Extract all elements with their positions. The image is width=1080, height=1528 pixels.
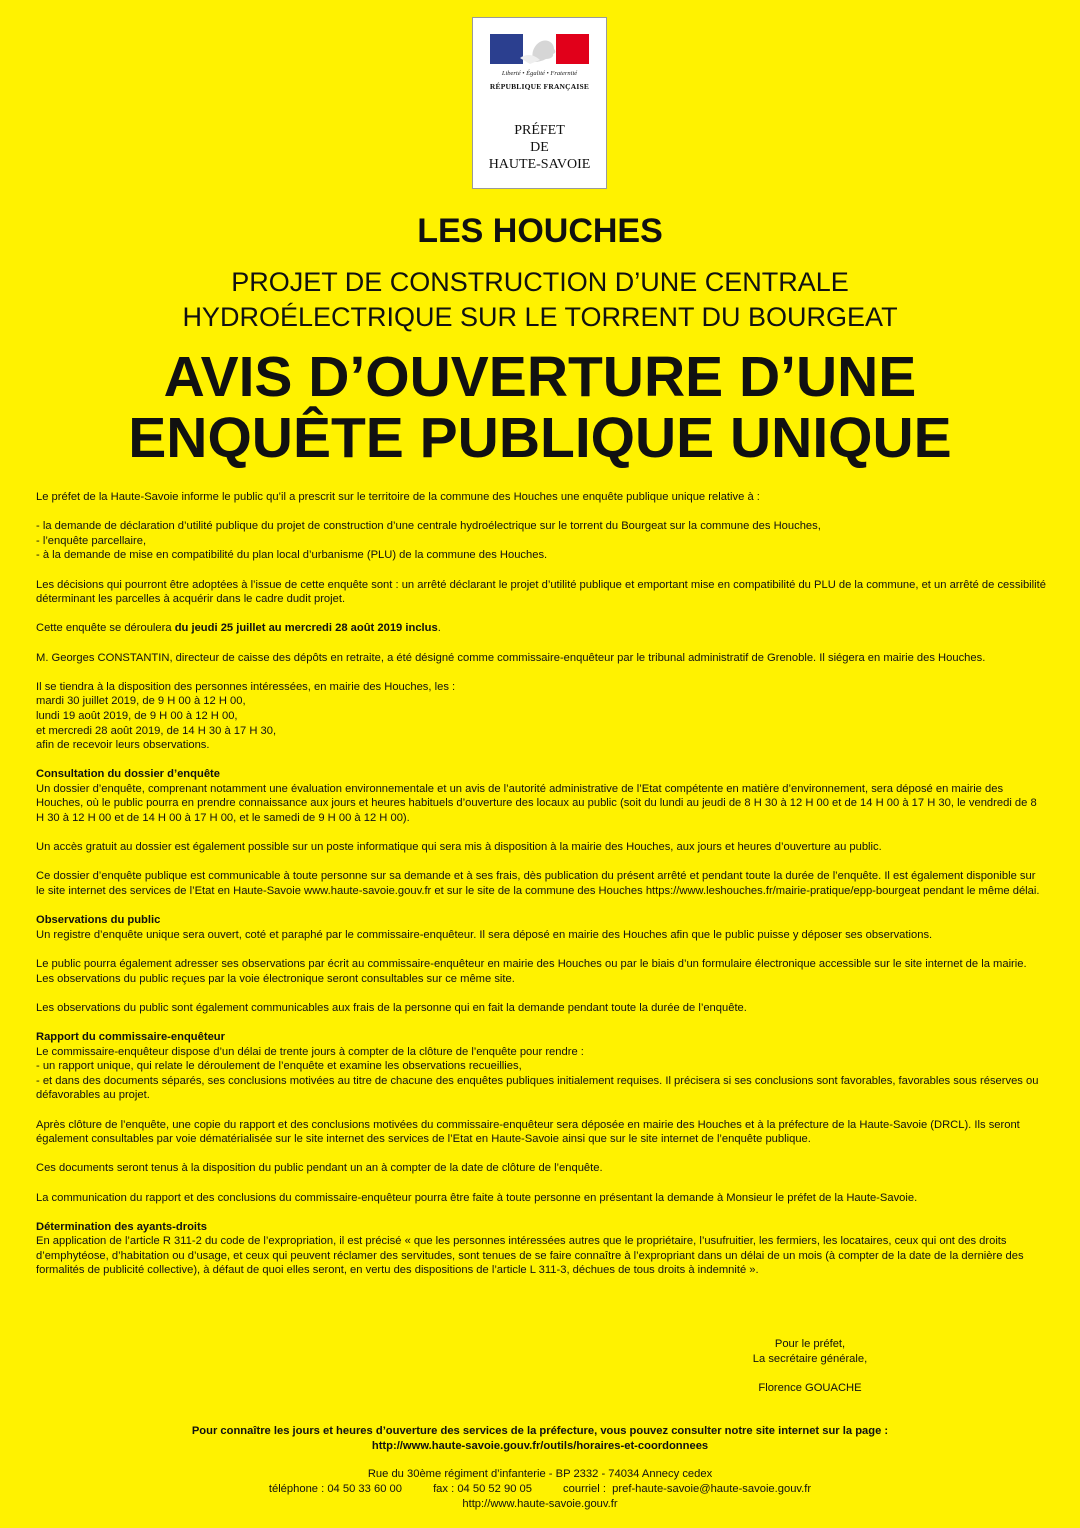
dates-suffix: . — [437, 622, 441, 635]
notice-body — [36, 490, 1046, 1293]
motto: Liberté • Égalité • Fraternité — [501, 70, 578, 77]
rapport-section — [36, 1030, 1046, 1103]
website-link[interactable]: http://www.haute-savoie.gouv.fr — [462, 1498, 618, 1510]
prefet-line: DE — [530, 140, 549, 155]
consultation-section — [36, 767, 1046, 825]
observations-paragraph: Le public pourra également adresser ses observations par écrit au commissaire-enquêteur en mairie des Houches ou par le biais d’un formulaire électronique accessible sur le site internet de la mairie. Les observations du public reçues par la voie électronique seront consultables sur ce même site. — [36, 958, 1027, 985]
projet-line: HYDROÉLECTRIQUE SUR LE TORRENT DU BOURGEAT — [182, 302, 898, 332]
republique-francaise: RÉPUBLIQUE FRANÇAISE — [489, 82, 590, 91]
dates-prefix: Cette enquête se déroulera — [36, 622, 175, 635]
prefet-line: PRÉFET — [514, 123, 565, 138]
commune-title: LES HOUCHES — [417, 212, 663, 250]
observations-section — [36, 913, 1046, 942]
permanences-paragraph: Il se tiendra à la disposition des personnes intéressées, en mairie des Houches, les : mardi 30 juillet 2019, de 9 H 00 à 12 H 00, lundi 19 août 2019, de 9 H 00 à 12 H 00, et mercredi 28 août 2019, de 14 H 30 à 17 H 30, afin de recevoir leurs observations. — [36, 680, 456, 752]
section-text: Le commissaire-enquêteur dispose d’un délai de trente jours à compter de la clôture de l’enquête pour rendre : - un rapport unique, qui relate le déroulement de l’enquête et examine les observations recueillies, - et dans des documents séparés, ses conclusions motivées au titre de chacune des enquêtes publiques initialement requises. Il précisera si ses conclusions sont favorables, favorables sous réserves ou défavorables au projet. — [36, 1045, 1039, 1102]
section-title: Consultation du dossier d’enquête — [36, 768, 220, 781]
commissaire-paragraph: M. Georges CONSTANTIN, directeur de caisse des dépôts en retraite, a été désigné comme commissaire-enquêteur par le tribunal administratif de Grenoble. Il siégera en mairie des Houches. — [36, 651, 986, 664]
section-title: Détermination des ayants-droits — [36, 1220, 207, 1233]
prefet-line: HAUTE-SAVOIE — [488, 157, 591, 172]
decisions-paragraph: Les décisions qui pourront être adoptées à l’issue de cette enquête sont : un arrêté déclarant le projet d’utilité publique et emportant mise en compatibilité du PLU de la commune, et un arrêté de cessibilité déterminant les parcelles à acquérir dans le cadre dudit projet. — [36, 578, 1046, 606]
prefecture-address — [0, 1467, 1080, 1512]
signature-line: La secrétaire générale, — [752, 1352, 868, 1365]
signature-block — [700, 1337, 920, 1395]
signature-line: Pour le préfet, — [774, 1338, 846, 1350]
rapport-paragraph: Ces documents seront tenus à la disposition du public pendant un an à compter de la date de clôture de l’enquête. — [36, 1162, 603, 1175]
avis-line: ENQUÊTE PUBLIQUE UNIQUE — [128, 406, 952, 470]
footer-note — [0, 1424, 1080, 1454]
consultation-paragraph: Un accès gratuit au dossier est également possible sur un poste informatique qui sera mis à disposition à la mairie des Houches, aux jours et heures d’ouverture au public. — [36, 841, 882, 854]
projet-title — [0, 265, 1080, 335]
projet-line: PROJET DE CONSTRUCTION D’UNE CENTRALE — [231, 267, 849, 297]
rapport-paragraph: Après clôture de l’enquête, une copie du rapport et des conclusions motivées du commissaire-enquêteur sera déposée en mairie des Houches et à la préfecture de la Haute-Savoie (DRCL). Ils seront également consultables par voie dématérialisée sur le site internet des services de l’Etat en Haute-Savoie ainsi que sur le site internet de l’enquête publique. — [36, 1118, 1020, 1146]
ayants-section — [36, 1220, 1046, 1278]
avis-title — [0, 347, 1080, 469]
avis-line: AVIS D’OUVERTURE D’UNE — [163, 345, 917, 409]
dates-paragraph — [36, 621, 1046, 636]
rapport-paragraph: La communication du rapport et des conclusions du commissaire-enquêteur pourra être faite à toute personne en présentant la demande à Monsieur le préfet de la Haute-Savoie. — [36, 1191, 918, 1204]
objets-list: - la demande de déclaration d’utilité publique du projet de construction d’une centrale hydroélectrique sur le torrent du Bourgeat sur la commune des Houches, - l’enquête parcellaire, - à la demande de mise en compatibilité du plan local d’urbanisme (PLU) de la commune des Houches. — [36, 520, 821, 562]
dates-bold: du jeudi 25 juillet au mercredi 28 août 2019 inclus — [174, 622, 438, 635]
observations-paragraph: Les observations du public sont également communicables aux frais de la personne qui en fait la demande pendant toute la durée de l’enquête. — [36, 1001, 747, 1014]
section-text: En application de l’article R 311-2 du code de l’expropriation, il est précisé « que les personnes intéressées autres que le propriétaire, l’usufruitier, les fermiers, les locataires, ceux qui ont des droits d’emphytéose, d’habitation ou d’usage, et ceux qui peuvent réclamer des servitudes, sont tenues de se faire connaître à l’expropriant dans un délai de un mois (à compter de la date de la dernière des formalités de publicité collective), à défaut de quoi elles seront, en vertu des dispositions de l’article L 311-3, déchues de tous droits à indemnité ». — [36, 1235, 1024, 1277]
prefet-label — [473, 122, 606, 173]
consultation-paragraph: Ce dossier d’enquête publique est communicable à toute personne sur sa demande et à ses frais, dès publication du présent arrêté et pendant toute la durée de l’enquête. Il est également disponible sur le site internet des services de l’Etat en Haute-Savoie www.haute-savoie.gouv.fr et sur le site de la commune des Houches https://www.leshouches.fr/mairie-pratique/epp-bourgeat pendant le même délai. — [36, 870, 1040, 898]
intro-paragraph: Le préfet de la Haute-Savoie informe le public qu’il a prescrit sur le territoire de la commune des Houches une enquête publique unique relative à : — [36, 491, 760, 503]
address-line: Rue du 30ème régiment d’infanterie - BP 2332 - 74034 Annecy cedex — [367, 1468, 713, 1480]
section-text: Un dossier d’enquête, comprenant notamment une évaluation environnementale et un avis de l’autorité administrative de l’Etat compétente en matière d’environnement, sera déposé en mairie des Houches, où le public pourra en prendre connaissance aux jours et heures habituels d’ouverture des locaux au public (soit du lundi au jeudi de 8 H 30 à 12 H 00 et de 14 H 00 à 17 H 30, le vendredi de 8 H 30 à 12 H 00 et de 14 H 00 à 17 H 00, et le samedi de 9 H 00 à 12 H 00). — [36, 782, 1037, 825]
section-text: Un registre d’enquête unique sera ouvert, coté et paraphé par le commissaire-enquêteur. Il sera déposé en mairie des Houches afin que le public puisse y déposer ses observations. — [36, 928, 933, 941]
footer-note-text: Pour connaître les jours et heures d’ouverture des services de la préfecture, vous pouvez consulter notre site internet sur la page : — [191, 1425, 889, 1437]
section-title: Rapport du commissaire-enquêteur — [36, 1030, 225, 1043]
footer-url-link[interactable]: http://www.haute-savoie.gouv.fr/outils/horaires-et-coordonnees — [371, 1440, 709, 1452]
prefecture-logo — [472, 17, 607, 189]
section-title: Observations du public — [36, 914, 161, 927]
contact-line: téléphone : 04 50 33 60 00 fax : 04 50 52 90 05 courriel : pref-haute-savoie@haute-savoie.gouv.fr — [268, 1483, 812, 1495]
signatory-name: Florence GOUACHE — [758, 1381, 862, 1394]
